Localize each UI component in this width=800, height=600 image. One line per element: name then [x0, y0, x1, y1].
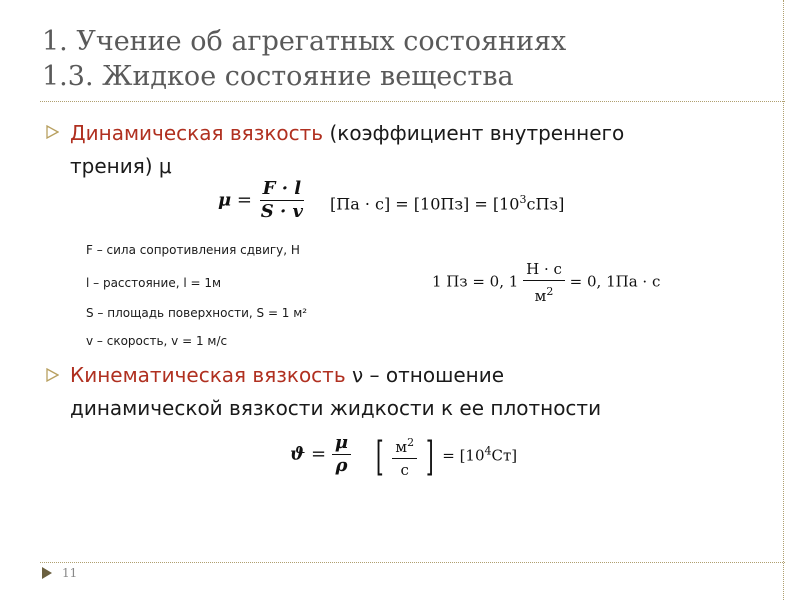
formula2-rhs: = 0, 1Па · с: [569, 272, 661, 291]
title-line-1: 1. Учение об агрегатных состояниях: [42, 26, 567, 57]
right-border: [783, 0, 784, 600]
bullet-1-rest: (коэффициент внутреннего: [323, 121, 625, 145]
formula3-lhs: ϑ: [290, 443, 306, 465]
poise-conversion-formula: [432, 258, 660, 307]
formula3-rhs-sup: 4: [484, 444, 492, 458]
definition-force: F – сила сопротивления сдвигу, Н: [86, 243, 300, 257]
formula1-numerator: F · l: [260, 178, 304, 201]
formula1-units-sup: 3: [519, 193, 527, 206]
formula1-lhs: μ: [218, 189, 232, 211]
formula1-units-tail: сПз]: [526, 194, 565, 214]
formula3-denominator: ρ: [335, 455, 348, 476]
formula3-bracket-open: [: [375, 433, 384, 480]
bullet-2-rest: ν – отношение: [345, 363, 505, 387]
formula3-unit-fraction: [392, 432, 417, 481]
formula1-fraction: [258, 178, 306, 223]
definition-area: S – площадь поверхности, S = 1 м²: [86, 306, 308, 320]
title-divider: [40, 101, 785, 102]
formula2-lhs: 1 Пз = 0, 1: [432, 272, 519, 291]
formula3-eq: =: [311, 443, 327, 465]
formula3-unit-numerator: $м^2$: [392, 432, 417, 459]
formula1-eq: =: [236, 189, 253, 211]
bullet-2-text: [70, 359, 601, 425]
formula2-fraction: [523, 258, 565, 307]
definition-velocity: v – скорость, v = 1 м/с: [86, 334, 228, 348]
dynamic-viscosity-formula: [218, 178, 306, 223]
kinematic-viscosity-formula: [290, 432, 351, 477]
formula3-fraction: [332, 432, 351, 477]
kinematic-viscosity-term: Кинематическая вязкость: [70, 363, 346, 387]
formula1-units: [330, 193, 564, 213]
title-line-2: 1.3. Жидкое состояние вещества: [42, 61, 514, 92]
bullet-2-line-2: динамической вязкости жидкости к ее плотности: [70, 396, 602, 420]
page-number: 11: [62, 566, 78, 580]
dynamic-viscosity-term: Динамическая вязкость: [70, 121, 324, 145]
formula3-rhs: = [10: [442, 446, 485, 465]
bullet-outline-triangle-icon: [46, 125, 59, 139]
formula2-numerator: Н · с: [523, 258, 565, 281]
formula2-denominator: $м^2$: [534, 285, 554, 305]
formula3-bracket-close: ]: [425, 433, 434, 480]
bullet-1-line-2: трения) μ: [70, 154, 172, 178]
formula3-rhs-tail: Ст]: [491, 446, 518, 465]
bullet-1-text: [70, 117, 624, 183]
formula3-numerator: μ: [332, 432, 351, 455]
footer-divider: [40, 562, 785, 563]
formula3-unit-denominator: с: [400, 461, 409, 479]
slide-title: [42, 24, 566, 94]
formula1-denominator: S · v: [260, 201, 304, 222]
bullet-outline-triangle-icon: [46, 368, 59, 382]
formula1-units-text: [Па · с] = [10Пз] = [10: [330, 194, 520, 214]
footer-triangle-icon: [42, 567, 52, 579]
definition-distance: l – расстояние, l = 1м: [86, 276, 222, 290]
formula3-units: [372, 432, 517, 481]
